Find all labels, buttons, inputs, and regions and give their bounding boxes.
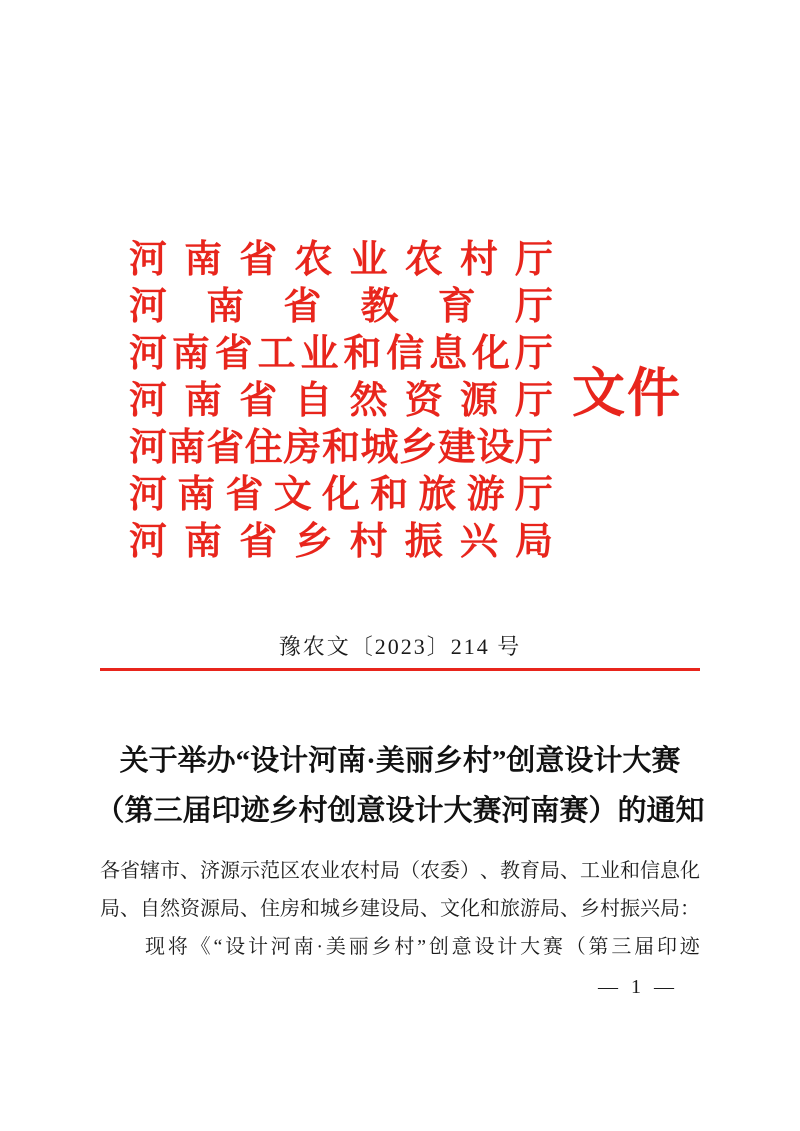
title-line-1: 关于举办“设计河南·美丽乡村”创意设计大赛 [119,745,681,777]
document-body [100,852,700,966]
page-number: — 1 — [598,976,678,998]
doc-number: 豫农文〔2023〕214 号 [278,634,522,659]
salutation-line-2: 局 、 自 然 资 源 局 、 住 房 和 城 乡 建 设 局 、 文 化 和 旅 游 局 、 乡 村 振 兴 局 ： [100,898,700,920]
issuer-line-rural-revitalization: 河 南 省 乡 村 振 兴 局 [129,520,553,563]
issuer-line-housing-construction: 河 南 省 住 房 和 城 乡 建 设 厅 [129,426,553,469]
issuer-line-natural-resources: 河 南 省 自 然 资 源 厅 [129,379,553,422]
salutation-line-1: 各 省 辖 市 、 济 源 示 范 区 农 业 农 村 局 （ 农 委 ） 、 教 育 局 、 工 业 和 信 息 化 [100,860,700,882]
issuer-line-agriculture: 河 南 省 农 业 农 村 厅 [129,238,553,281]
letterhead [129,236,553,565]
issuer-line-industry-it: 河 南 省 工 业 和 信 息 化 厅 [129,332,553,375]
issuer-line-education: 河 南 省 教 育 厅 [129,285,553,328]
doc-type-label: 文件 [572,365,682,423]
document-title [0,736,800,836]
paragraph-line-1: 现 将 《 “ 设 计 河 南 · 美 丽 乡 村 ” 创 意 设 计 大 赛 （ 第 三 届 印 迹 [145,936,700,958]
issuer-line-culture-tourism: 河 南 省 文 化 和 旅 游 厅 [129,473,553,516]
title-line-2: （第三届印迹乡村创意设计大赛河南赛）的通知 [95,795,705,827]
red-divider-line [100,668,700,671]
